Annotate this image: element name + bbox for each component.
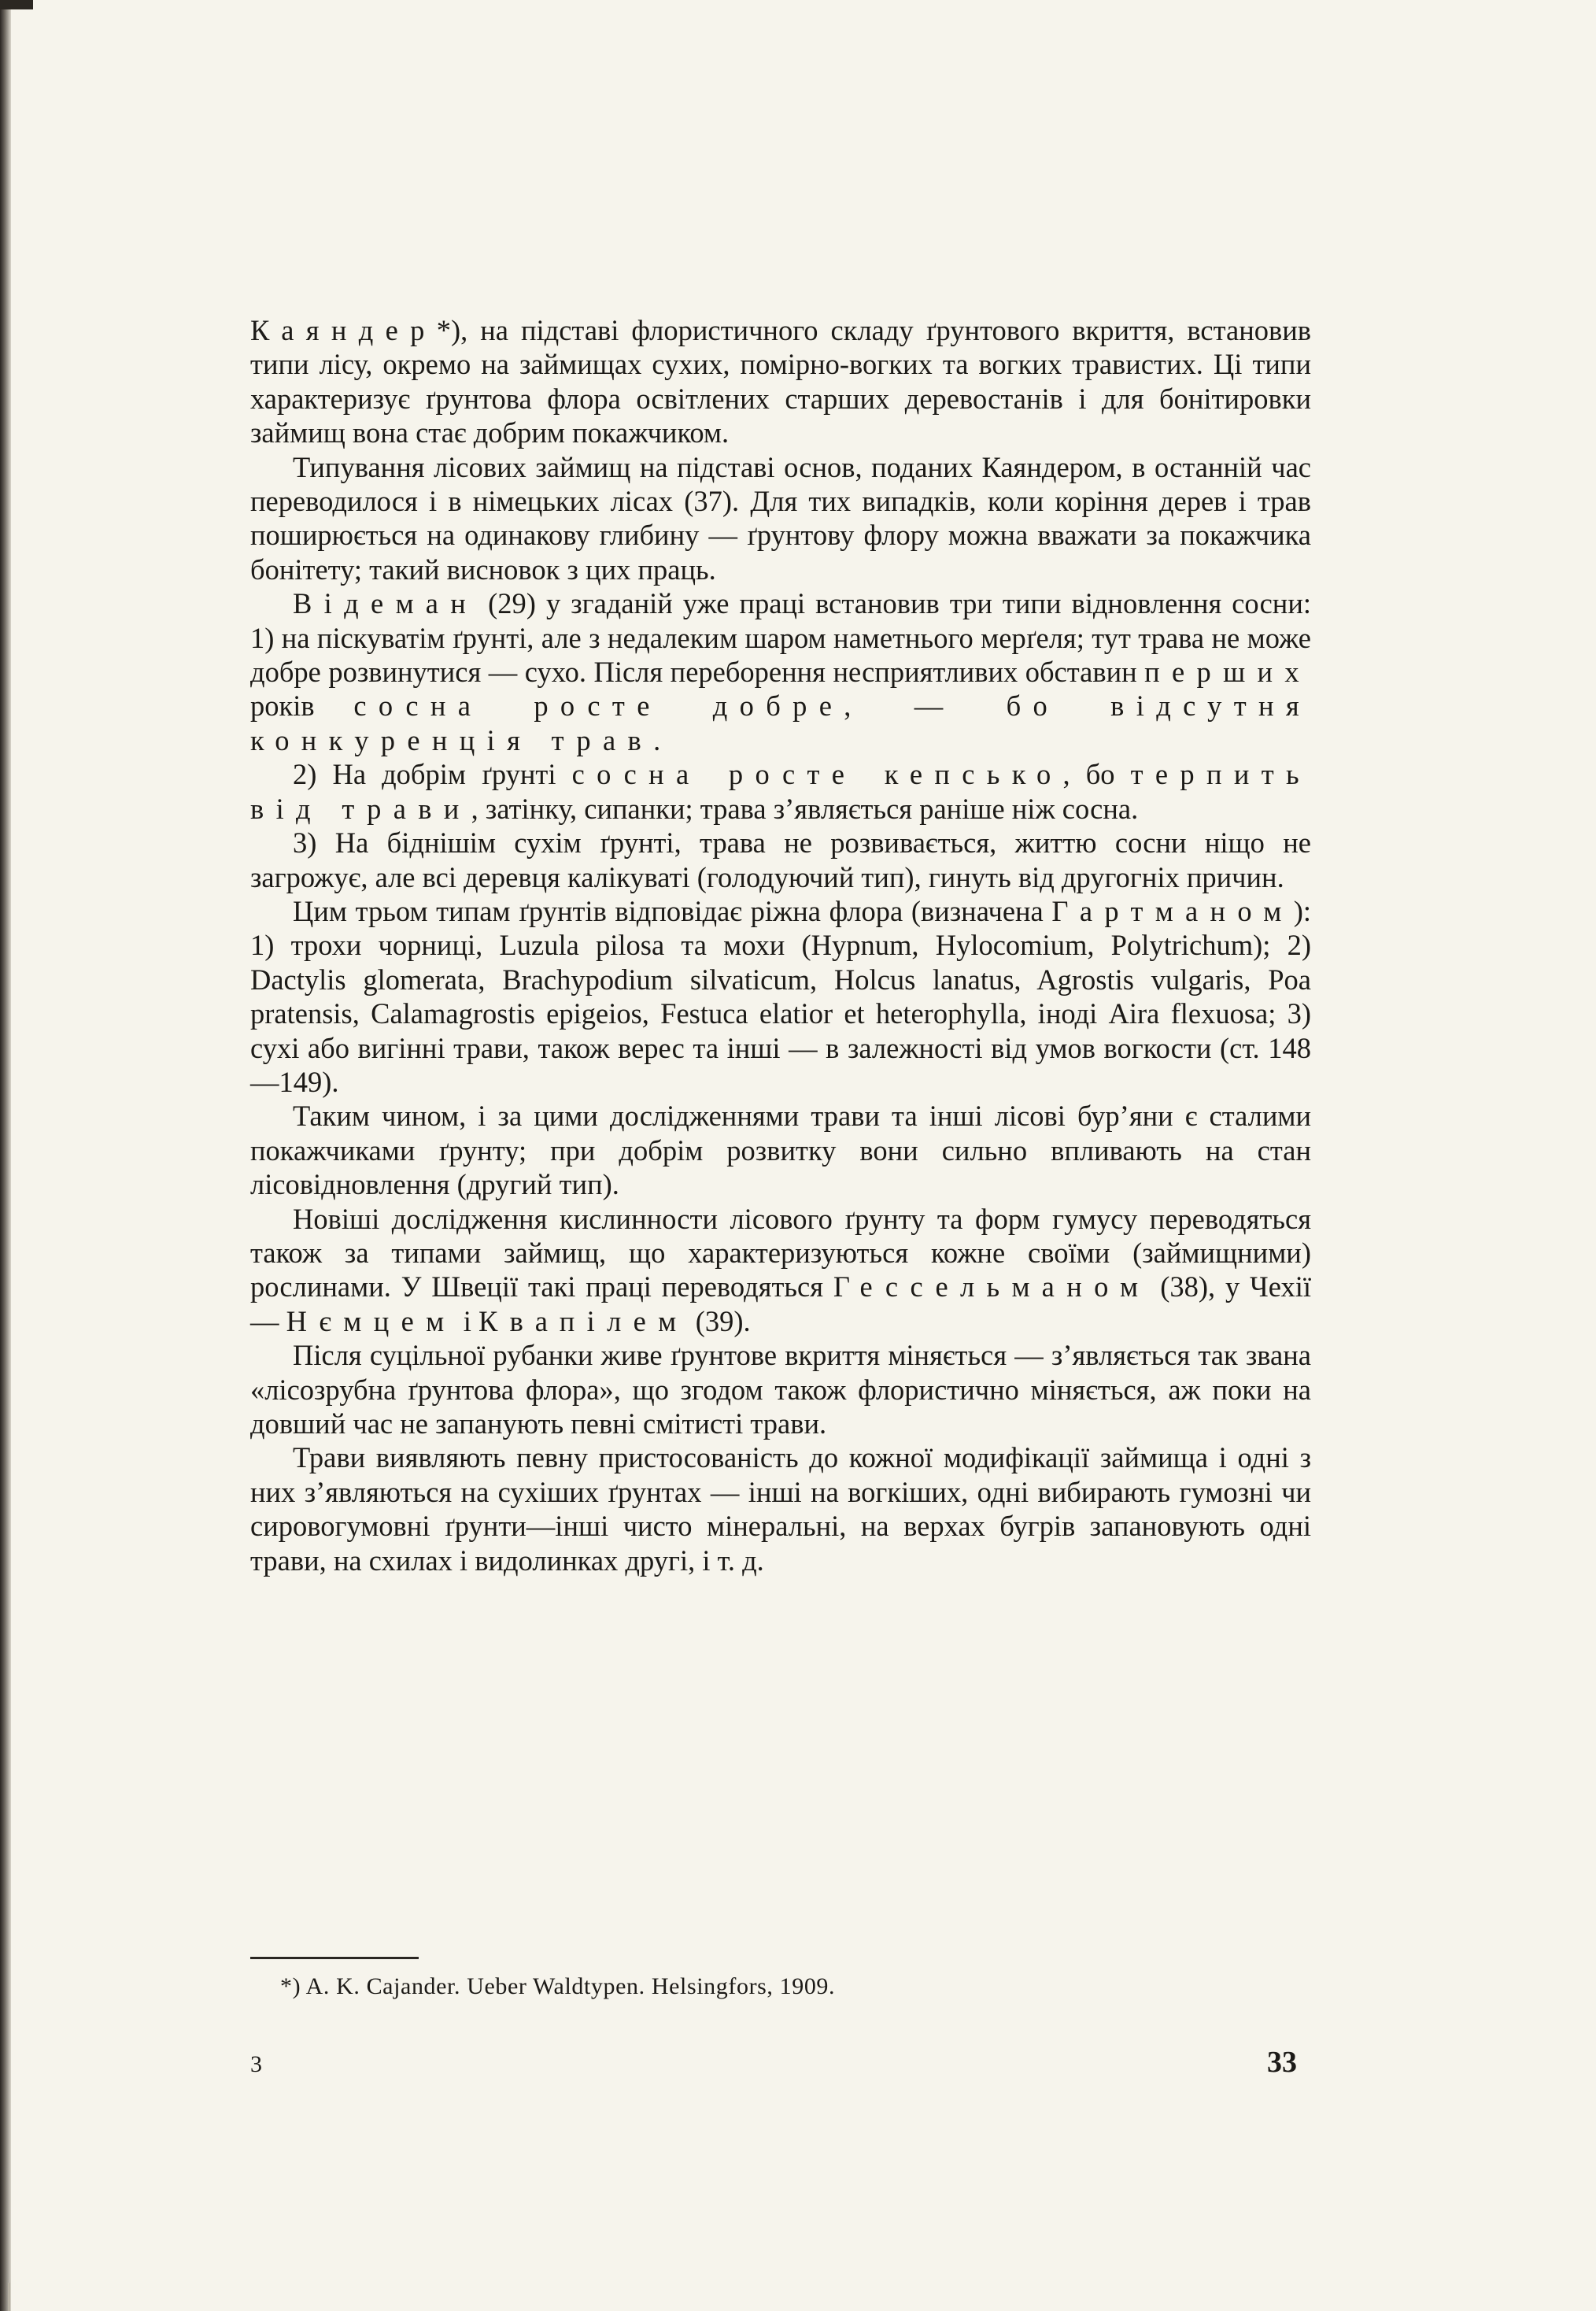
text-run: Таким чином, і за цими дослідженнями трави та інші лісові бур’яни є сталими покажчиками ґрунту; при добрім розвитку вони сильно впливають на стан лісовідновлення (другий тип). (250, 1100, 1311, 1201)
text-run: . (653, 723, 661, 756)
book-spine-shadow (0, 0, 11, 2311)
footnote: *) A. K. Cajander. Ueber Waldtypen. Helsingfors, 1909. (280, 1973, 836, 1999)
scan-corner-mark (0, 0, 33, 9)
text-run: 2) На добрім ґрунті (293, 758, 572, 791)
paragraph (250, 894, 1311, 1099)
text-run: (38), у Чехії — (250, 1270, 1311, 1337)
spaced-emphasis: Гессельманом (833, 1270, 1151, 1303)
paragraph (250, 826, 1311, 894)
paragraph (250, 1440, 1311, 1577)
paragraph (250, 1338, 1311, 1440)
text-run: ): 1) трохи чорниці, Luzula pilosa та мохи (Hypnum, Hylocomium, Polytrichum); 2) Dactylis glomerata, Brachypodium silvaticum, Holcus lanatus, Agrostis vulgaris, Poa pratensis, Calamagrostis epigeios, Festuca elatior et heterophylla, іноді Aira flexuosa; 3) сухі або вигінні трави, також верес та інші — в залежності від умов вогкости (ст. 148—149). (250, 894, 1311, 1098)
spaced-emphasis: Нємцем (286, 1304, 456, 1337)
paragraph (250, 313, 1311, 450)
text-run: (39). (688, 1304, 751, 1337)
paragraph (250, 586, 1311, 757)
text-run: і (456, 1304, 478, 1337)
body-text (250, 313, 1311, 1577)
spaced-emphasis: Гартманом (1051, 894, 1294, 927)
paragraph (250, 1202, 1311, 1339)
text-run: Цим трьом типам ґрунтів відповідає ріжна флора (визначена (293, 894, 1052, 927)
spaced-emphasis: сосна росте кепсько (571, 758, 1063, 791)
spaced-emphasis: терпить від трави (250, 758, 1311, 825)
text-run: років (250, 690, 354, 723)
paragraph (250, 1099, 1311, 1201)
page-number: 33 (1267, 2046, 1297, 2079)
spaced-emphasis: перших (1144, 656, 1311, 689)
footnote-separator (250, 1957, 419, 1959)
spaced-emphasis: сосна росте добре, — бо відсутня конкуренція трав (250, 690, 1311, 756)
text-run: (29) у згаданій уже праці встановив три типи відновлення сосни: 1) на піскуватім ґрунті, але з недалеким шаром наметнього мерґеля; тут трава не може добре розвинутися — сухо. Після переборення несприятливих обставин (250, 587, 1311, 689)
text-run: Після суцільної рубанки живе ґрунтове вкриття міняється — з’являється так звана «лісозрубна ґрунтова флора», що згодом також флористично міняється, аж поки на довший час не запанують певні смітисті трави. (250, 1339, 1311, 1440)
paragraph (250, 757, 1311, 826)
text-run: Типування лісових займищ на підставі основ, поданих Каяндером, в останній час переводилося і в німецьких лісах (37). Для тих випадків, коли коріння дерев і трав поширюється на одинакову глибину — ґрунтову флору можна вважати за покажчика бонітету; такий висновок з цих праць. (250, 450, 1311, 586)
text-run: Трави виявляють певну пристосованість до кожної модифікації займища і одні з них з’являються на сухіших ґрунтах — інші на вогкіших, одні вибирають гумозні чи сировогумовні ґрунти—інші чисто мінеральні, на верхах бугрів запановують одні трави, на схилах і видолинках другі, і т. д. (250, 1441, 1311, 1577)
text-run: *), на підставі флористичного складу ґрунтового вкриття, встановив типи лісу, окремо на займищах сухих, помірно-вогких та вогких травистих. Ці типи характеризує ґрунтова флора освітлених старших деревостанів і для бонітировки займищ вона стає добрим покажчиком. (250, 314, 1311, 449)
spaced-emphasis: Квапілем (478, 1304, 689, 1337)
spaced-emphasis: Відеман (293, 587, 478, 620)
sheet-signature: 3 (250, 2051, 262, 2077)
paragraph (250, 450, 1311, 587)
spaced-emphasis: Каяндер (250, 314, 437, 346)
text-run: 3) На біднішім сухім ґрунті, трава не розвивається, життю сосни ніщо не загрожує, але всі деревця калікуваті (голодуючий тип), гинуть від другогніх причин. (250, 826, 1311, 893)
text-run: Новіші дослідження кислинности лісового ґрунту та форм гумусу переводяться також за типами займищ, що характеризуються кожне своїми (займищними) рослинами. У Швеції такі праці переводяться (250, 1202, 1311, 1303)
scan-edge-mark (8, 2283, 31, 2311)
text-run: , бо (1062, 758, 1131, 791)
text-run: , затінку, сипанки; трава з’являється раніше ніж сосна. (471, 792, 1139, 825)
